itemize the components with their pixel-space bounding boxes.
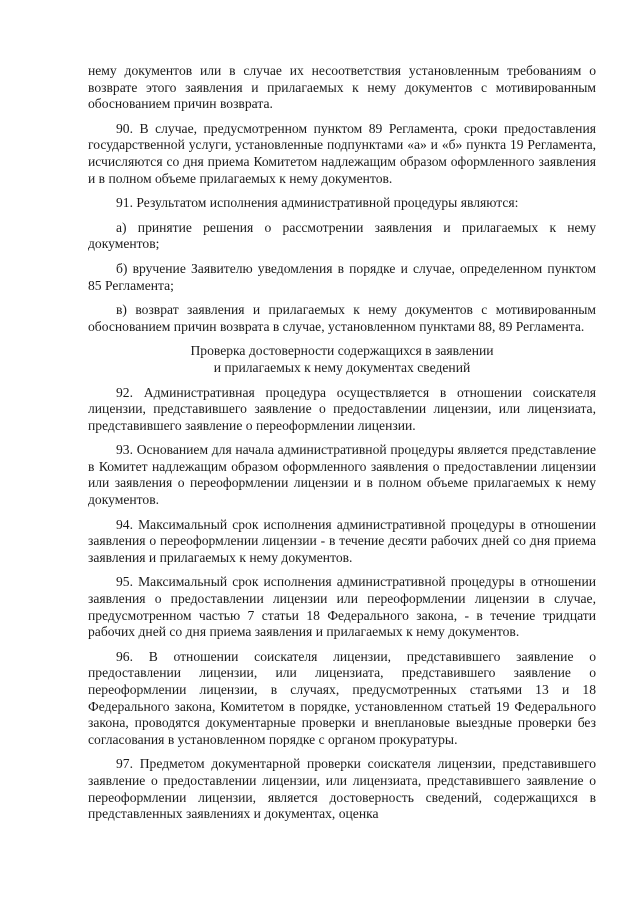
paragraph-continuation: нему документов или в случае их несоответствия установленным требованиям о возврате этого заявления и прилагаемых к нему документов с мотивированным обоснованием причин возврата. <box>88 63 596 112</box>
paragraph-91: 91. Результатом исполнения административной процедуры являются: <box>116 195 519 211</box>
section-heading <box>88 343 596 376</box>
paragraph-91-b: б) вручение Заявителю уведомления в порядке и случае, определенном пунктом 85 Регламента; <box>88 260 596 293</box>
paragraph-97: 97. Предметом документарной проверки соискателя лицензии, представившего заявление о предоставлении лицензии, или лицензиата, представившего заявление о переоформлении лицензии, является достоверность сведений, содержащихся в представленных заявлениях и документах, оценка <box>88 756 596 822</box>
paragraph-93: 93. Основанием для начала административной процедуры является представление в Комитет надлежащим образом оформленного заявления о предоставлении лицензии или заявления о переоформлении лицензии и в полном объеме прилагаемых к нему документов. <box>88 442 596 508</box>
section-heading-line-2: и прилагаемых к нему документах сведений <box>213 359 471 375</box>
paragraph-90: 90. В случае, предусмотренном пунктом 89 Регламента, сроки предоставления государственной услуги, установленные подпунктами «а» и «б» пункта 19 Регламента, исчисляются со дня приема Комитетом надлежащим образом оформленного заявления и в полном объеме прилагаемых к нему документов. <box>88 120 596 186</box>
paragraph-96: 96. В отношении соискателя лицензии, представившего заявление о предоставлении лицензии, или лицензиата, представившего заявление о переоформлении лицензии, в случаях, предусмотренных статьями 13 и 18 Федерального закона, Комитетом в порядке, установленном статьей 19 Федерального закона, проводятся документарные проверки и внеплановые выездные проверки без согласования в установленном порядке с органом прокуратуры. <box>88 648 596 747</box>
paragraph-91-a: а) принятие решения о рассмотрении заявления и прилагаемых к нему документов; <box>88 219 596 252</box>
paragraph-95: 95. Максимальный срок исполнения административной процедуры в отношении заявления о предоставлении лицензии или переоформлении лицензии в случае, предусмотренном частью 7 статьи 18 Федерального закона, - в течение тридцати рабочих дней со дня приема заявления и прилагаемых к нему документов. <box>88 574 596 640</box>
paragraph-94: 94. Максимальный срок исполнения административной процедуры в отношении заявления о переоформлении лицензии - в течение десяти рабочих дней со дня приема заявления и прилагаемых к нему документов. <box>88 516 596 565</box>
document-body-upper <box>88 63 596 831</box>
paragraph-91-c: в) возврат заявления и прилагаемых к нему документов с мотивированным обоснованием причин возврата в случае, установленном пунктами 88, 89 Регламента. <box>88 302 596 334</box>
paragraph-92: 92. Административная процедура осуществляется в отношении соискателя лицензии, представившего заявление о предоставлении лицензии, или лицензиата, представившего заявление о переоформлении лицензии. <box>88 384 596 433</box>
section-heading-line-1: Проверка достоверности содержащихся в заявлении <box>190 343 494 359</box>
